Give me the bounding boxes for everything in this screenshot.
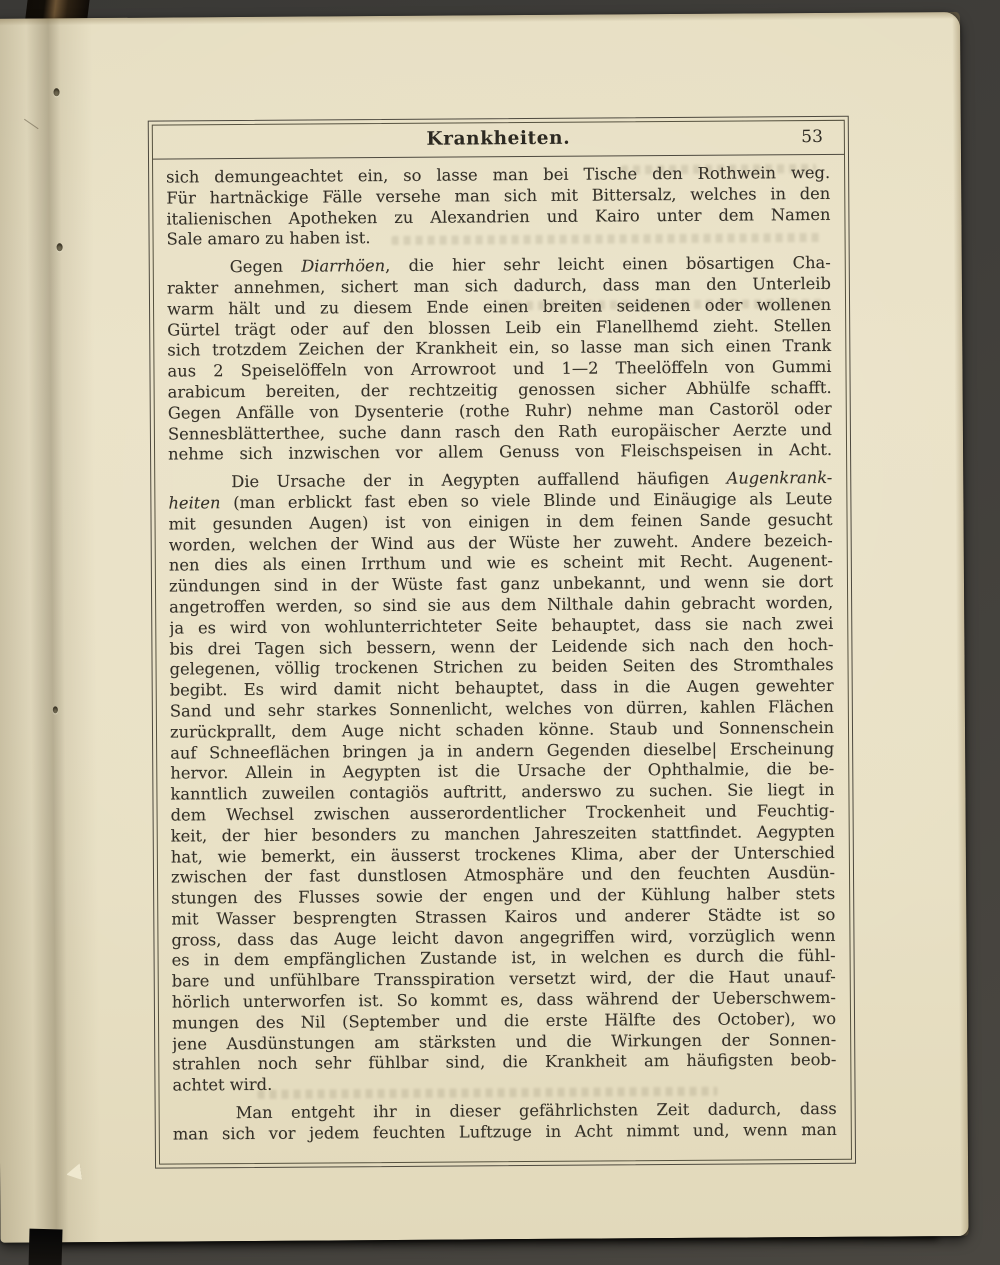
page-border-frame <box>148 116 856 1169</box>
text-line: begibt. Es wird damit nicht behauptet, dass in die Augen gewehter <box>169 676 834 700</box>
text-line: Gürtel trägt oder auf den blossen Leib ein Flanellhemd zieht. Stellen <box>167 315 832 340</box>
text-line: zurückprallt, dem Auge nicht schaden könne. Staub und Sonnenschein <box>169 717 835 742</box>
text-line: nen dies als einen Irrthum und wie es scheint mit Recht. Augenent- <box>168 551 833 575</box>
text-line: kanntlich zuweilen contagiös auftritt, anderswo zu suchen. Sie liegt in <box>170 780 835 804</box>
page-number: 53 <box>801 126 823 148</box>
text-line: Sennesblätterthee, suche dann rasch den Rath europäischer Aerzte und <box>167 419 832 444</box>
text-line: ja es wird von wohlunterrichteter Seite behauptet, dass sie nach zwei <box>169 613 834 638</box>
text-line: hat, wie bemerkt, ein äusserst trockenes Klima, aber der Unterschied <box>170 842 835 867</box>
text-line: man sich vor jedem feuchten Luftzuge in Acht nimmt und, wenn man <box>172 1119 837 1144</box>
text-line: aus 2 Speiselöffeln von Arrowroot und 1—2 Theelöffeln von Gummi <box>167 357 832 381</box>
text-line: Sale amaro zu haben ist. <box>166 228 371 249</box>
text-line: italienischen Apotheken zu Alexandrien und Kairo unter dem Namen <box>166 204 831 229</box>
text-line: mit gesunden Augen) ist von einigen in dem feinen Sande gesucht <box>168 509 833 534</box>
text-line: gelegenen, völlig trockenen Strichen zu beiden Seiten des Stromthales <box>169 655 834 679</box>
text-line: sich demungeachtet ein, so lasse man bei Tische den Rothwein weg. <box>166 162 831 187</box>
text-line: mit Wasser besprengten Strassen Kairos und anderer Städte ist so <box>171 904 836 929</box>
stitch-hole <box>57 243 63 251</box>
text-line: jene Ausdünstungen am stärksten und die Wirkungen der Sonnen- <box>172 1029 837 1054</box>
text-line: Die Ursache der in Aegypten auffallend häufigen Augenkrank- <box>231 468 833 492</box>
text-line: Sand und sehr starkes Sonnenlicht, welches von dürren, kahlen Flächen <box>169 696 834 721</box>
paragraph <box>167 253 832 466</box>
text-line: stungen des Flusses sowie der engen und der Kühlung halber stets <box>171 883 836 908</box>
page-border-frame-inner <box>152 120 852 1165</box>
text-line: worden, welchen der Wind aus der Wüste her zuweht. Andere bezeich- <box>168 530 833 555</box>
text-line: rakter annehmen, sichert man sich dadurch, dass man den Unterleib <box>166 273 831 298</box>
stitch-hole <box>54 88 60 96</box>
book-page <box>0 12 969 1243</box>
text-line: bis drei Tagen sich bessern, wenn der Leidende sich nach den hoch- <box>169 634 834 659</box>
paragraph <box>168 468 836 1097</box>
text-line: strahlen noch sehr fühlbar sind, die Krankheit am häufigsten beob- <box>172 1050 837 1074</box>
text-line: heiten (man erblickt fast eben so viele Blinde und Einäugige als Leute <box>168 488 833 513</box>
page-title: Krankheiten. <box>426 127 571 150</box>
text-line: Gegen Diarrhöen, die hier sehr leicht einen bösartigen Cha- <box>229 253 831 277</box>
text-line: mungen des Nil (September und die erste Hälfte des October), wo <box>171 1008 837 1033</box>
text-line: Gegen Anfälle von Dysenterie (rothe Ruhr) nehme man Castoröl oder <box>167 398 832 423</box>
text-line: Man entgeht ihr in dieser gefährlichsten Zeit dadurch, dass <box>235 1098 837 1123</box>
text-line: warm hält und zu diesem Ende einen breiten seidenen oder wollenen <box>166 294 832 319</box>
text-line: dem Wechsel zwischen ausserordentlicher Trockenheit und Feuchtig- <box>170 800 835 825</box>
text-line: es in dem empfänglichen Zustande ist, in welchen es durch die fühl- <box>171 946 836 971</box>
text-line: auf Schneeflächen bringen ja in andern Gegenden dieselbe| Erscheinung <box>170 738 835 763</box>
scratch-mark <box>24 119 39 129</box>
bookmark-ribbon <box>28 1229 62 1265</box>
paragraph <box>173 1099 837 1145</box>
page-body <box>153 155 851 1164</box>
text-line: bare und unfühlbare Transspiration versetzt wird, der die Haut unauf- <box>171 967 836 991</box>
text-line: Für hartnäckige Fälle versehe man sich mit Bittersalz, welches in den <box>166 183 831 208</box>
text-line: hervor. Allein in Aegypten ist die Ursache der Ophthalmie, die be- <box>170 759 835 783</box>
text-line: zündungen sind in der Wüste fast ganz unbekannt, und wenn sie dort <box>168 572 834 596</box>
text-line: zwischen der fast dunstlosen Atmosphäre und den feuchten Ausdün- <box>170 863 836 887</box>
text-line: angetroffen werden, so sind sie aus dem Nilthale dahin gebracht worden, <box>169 592 834 617</box>
stitch-hole <box>53 706 58 713</box>
text-line: hörlich unterworfen ist. So kommt es, dass während der Ueberschwem- <box>171 987 836 1012</box>
text-line: nehme sich inzwischen vor allem Genuss von Fleischspeisen in Acht. <box>168 440 833 464</box>
running-head <box>153 121 844 160</box>
text-line: arabicum bereiten, der rechtzeitig genossen sicher Abhülfe schafft. <box>167 377 832 402</box>
text-line: gross, dass das Auge leicht davon angegriffen wird, vorzüglich wenn <box>171 925 836 950</box>
text-line: achtet wird. <box>172 1075 273 1095</box>
text-line: keit, der hier besonders zu manchen Jahreszeiten stattfindet. Aegypten <box>170 821 835 846</box>
text-line: sich trotzdem Zeichen der Krankheit ein, so lasse man sich einen Trank <box>167 336 832 360</box>
paragraph <box>166 163 831 251</box>
tear-notch <box>65 1163 82 1182</box>
